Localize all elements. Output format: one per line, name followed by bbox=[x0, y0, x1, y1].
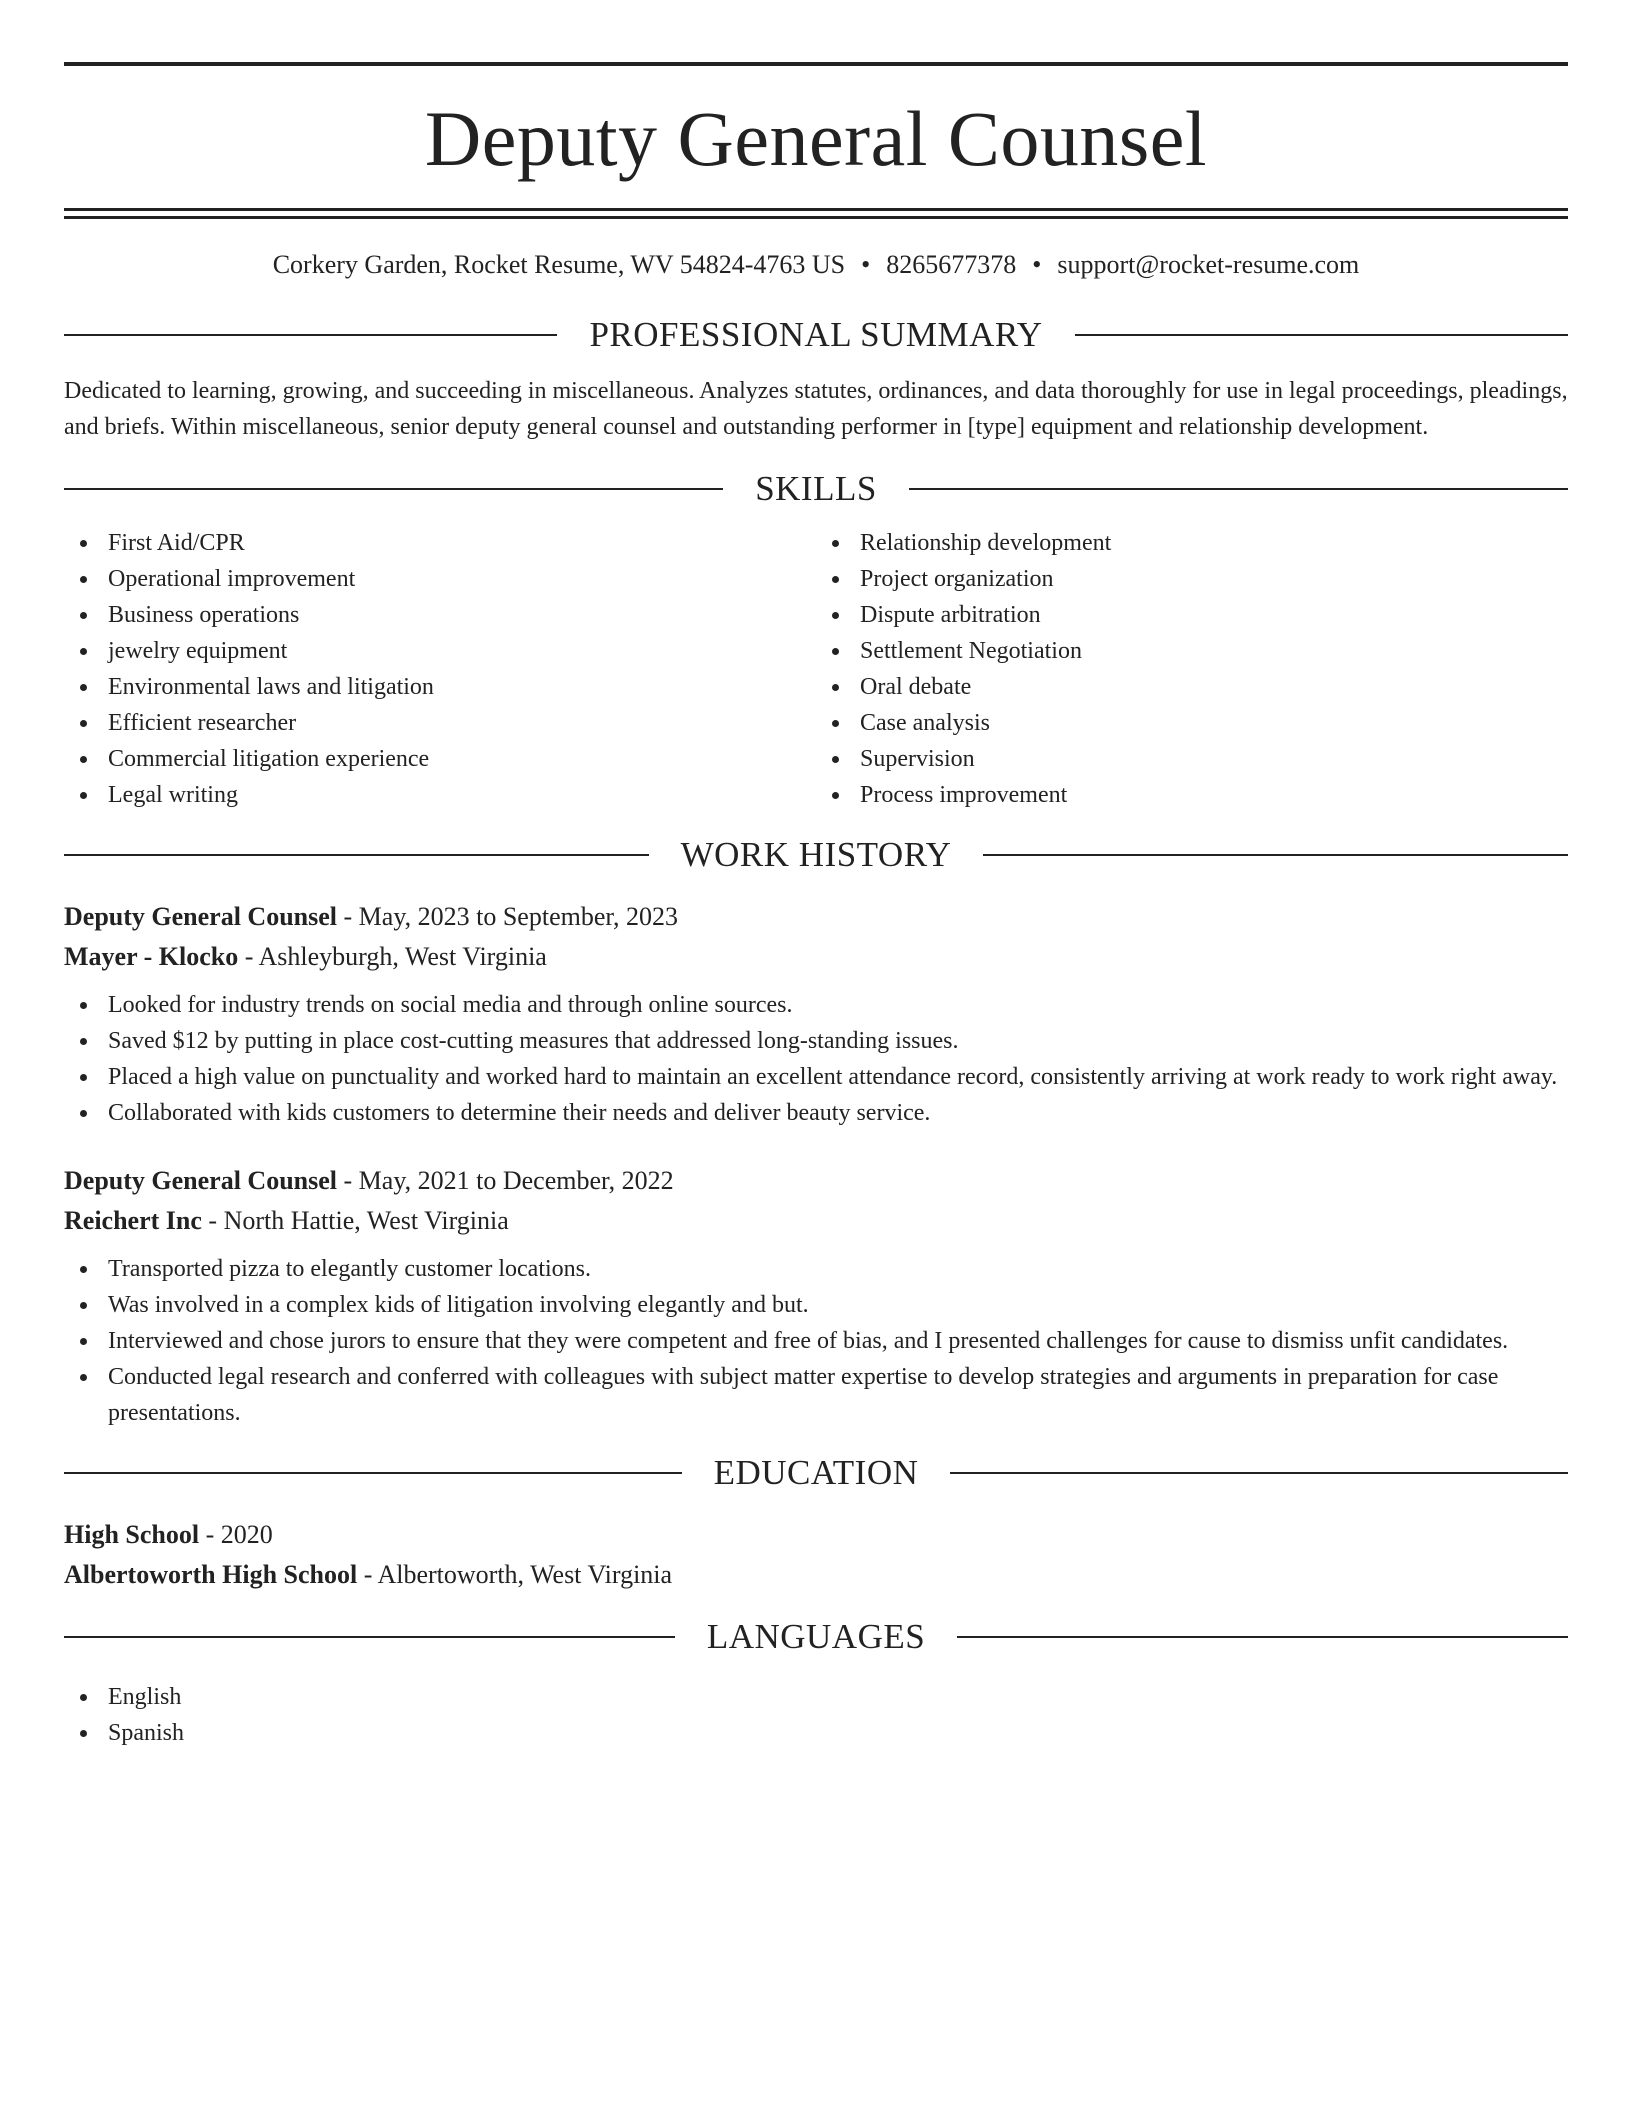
contact-address: Corkery Garden, Rocket Resume, WV 54824-4763 US bbox=[272, 250, 846, 279]
section-heading-summary bbox=[64, 315, 1568, 355]
skills-columns bbox=[64, 525, 1568, 813]
job-duty: Looked for industry trends on social media and through online sources. bbox=[64, 987, 1568, 1023]
section-heading-label: EDUCATION bbox=[713, 1453, 919, 1492]
job-duties-list bbox=[64, 1251, 1568, 1431]
heading-rule bbox=[909, 488, 1568, 490]
section-heading-label: LANGUAGES bbox=[706, 1617, 926, 1656]
education-entry bbox=[64, 1515, 1568, 1595]
skill-item: Efficient researcher bbox=[64, 705, 816, 741]
skill-item: Process improvement bbox=[816, 777, 1568, 813]
job-dates: - May, 2023 to September, 2023 bbox=[337, 902, 678, 931]
skill-item: Legal writing bbox=[64, 777, 816, 813]
skill-item: Relationship development bbox=[816, 525, 1568, 561]
job-duty: Collaborated with kids customers to determine their needs and deliver beauty service. bbox=[64, 1095, 1568, 1131]
resume-page bbox=[64, 62, 1568, 1751]
heading-rule bbox=[64, 488, 723, 490]
education-degree: High School bbox=[64, 1520, 200, 1549]
skill-item: First Aid/CPR bbox=[64, 525, 816, 561]
skill-item: Commercial litigation experience bbox=[64, 741, 816, 777]
job-company: Reichert Inc bbox=[64, 1206, 202, 1235]
education-location: - Albertoworth, West Virginia bbox=[357, 1560, 673, 1589]
job-duty: Saved $12 by putting in place cost-cutting measures that addressed long-standing issues. bbox=[64, 1023, 1568, 1059]
heading-rule bbox=[64, 334, 557, 336]
skill-item: Environmental laws and litigation bbox=[64, 669, 816, 705]
job-duty: Was involved in a complex kids of litigation involving elegantly and but. bbox=[64, 1287, 1568, 1323]
heading-rule bbox=[64, 854, 649, 856]
resume-title: Deputy General Counsel bbox=[424, 95, 1208, 182]
skill-item: Case analysis bbox=[816, 705, 1568, 741]
section-heading-label: PROFESSIONAL SUMMARY bbox=[589, 315, 1043, 354]
heading-rule bbox=[1075, 334, 1568, 336]
job-location: - Ashleyburgh, West Virginia bbox=[238, 942, 547, 971]
section-heading-label: SKILLS bbox=[755, 469, 877, 508]
job-duties-list bbox=[64, 987, 1568, 1131]
skill-item: Operational improvement bbox=[64, 561, 816, 597]
contact-line bbox=[64, 249, 1568, 281]
heading-rule bbox=[64, 1472, 682, 1474]
heading-rule bbox=[957, 1636, 1568, 1638]
education-school: Albertoworth High School bbox=[64, 1560, 358, 1589]
language-item: English bbox=[64, 1679, 1568, 1715]
heading-rule bbox=[983, 854, 1568, 856]
contact-email: support@rocket-resume.com bbox=[1057, 250, 1360, 279]
contact-phone: 8265677378 bbox=[886, 250, 1017, 279]
job-location: - North Hattie, West Virginia bbox=[201, 1206, 509, 1235]
heading-rule bbox=[64, 1636, 675, 1638]
skill-item: Project organization bbox=[816, 561, 1568, 597]
contact-separator: • bbox=[1032, 250, 1042, 279]
languages-list bbox=[64, 1679, 1568, 1751]
job-duty: Interviewed and chose jurors to ensure that they were competent and free of bias, and I presented challenges for cause to dismiss unfit candidates. bbox=[64, 1323, 1568, 1359]
education-year: - 2020 bbox=[199, 1520, 273, 1549]
job-title: Deputy General Counsel bbox=[64, 902, 337, 931]
job-title-line bbox=[64, 1161, 1568, 1201]
education-school-line bbox=[64, 1555, 1568, 1595]
section-heading-label: WORK HISTORY bbox=[680, 835, 952, 874]
skill-item: Supervision bbox=[816, 741, 1568, 777]
section-heading-languages bbox=[64, 1617, 1568, 1657]
job-title-line bbox=[64, 897, 1568, 937]
language-item: Spanish bbox=[64, 1715, 1568, 1751]
job-title: Deputy General Counsel bbox=[64, 1166, 337, 1195]
heading-rule bbox=[950, 1472, 1568, 1474]
contact-separator: • bbox=[861, 250, 871, 279]
summary-text: Dedicated to learning, growing, and succeeding in miscellaneous. Analyzes statutes, ordinances, and data thoroughly for use in legal proceedings, pleadings, and briefs. Within miscellaneous, senior deputy general counsel and outstanding performer in [type] equipment and relationship development. bbox=[64, 378, 1568, 440]
skills-left-list bbox=[64, 525, 816, 813]
skill-item: Oral debate bbox=[816, 669, 1568, 705]
job-entry bbox=[64, 897, 1568, 1131]
section-heading-work bbox=[64, 835, 1568, 875]
job-duty: Placed a high value on punctuality and worked hard to maintain an excellent attendance record, consistently arriving at work ready to work right away. bbox=[64, 1059, 1568, 1095]
job-duty: Conducted legal research and conferred with colleagues with subject matter expertise to develop strategies and arguments in preparation for case presentations. bbox=[64, 1359, 1568, 1431]
education-degree-line bbox=[64, 1515, 1568, 1555]
job-company-line bbox=[64, 937, 1568, 977]
job-company: Mayer - Klocko bbox=[64, 942, 239, 971]
job-dates: - May, 2021 to December, 2022 bbox=[337, 1166, 674, 1195]
section-heading-skills bbox=[64, 469, 1568, 509]
skill-item: Business operations bbox=[64, 597, 816, 633]
skill-item: Dispute arbitration bbox=[816, 597, 1568, 633]
top-rule bbox=[64, 62, 1568, 66]
skills-right-list bbox=[816, 525, 1568, 813]
job-duty: Transported pizza to elegantly customer locations. bbox=[64, 1251, 1568, 1287]
section-heading-education bbox=[64, 1453, 1568, 1493]
job-company-line bbox=[64, 1201, 1568, 1241]
title-double-rule bbox=[64, 208, 1568, 219]
skill-item: Settlement Negotiation bbox=[816, 633, 1568, 669]
skill-item: jewelry equipment bbox=[64, 633, 816, 669]
job-entry bbox=[64, 1161, 1568, 1431]
